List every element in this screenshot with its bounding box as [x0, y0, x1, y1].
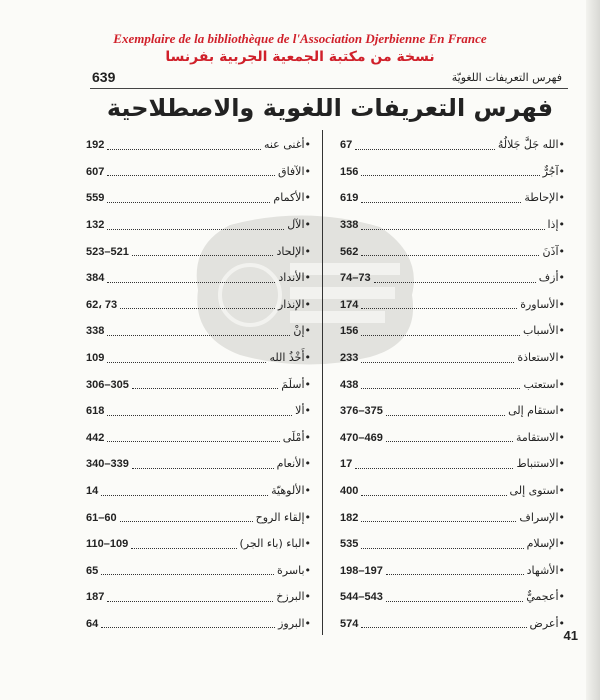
entry-pages: 523–521: [86, 245, 129, 258]
entry-term: •استوى إلى: [509, 484, 565, 498]
index-entry: [340, 478, 565, 505]
leader-dots: [107, 407, 292, 416]
entry-pages: 470–469: [340, 431, 383, 444]
entry-term: •أسلَمَ: [281, 377, 311, 391]
index-entry: [340, 371, 565, 398]
entry-term: •الاستنباط: [516, 457, 565, 471]
entry-term: •إلقاء الروح: [255, 510, 311, 524]
leader-dots: [361, 300, 517, 309]
leader-dots: [361, 327, 520, 336]
entry-pages: 607: [86, 165, 105, 178]
index-entry: [86, 451, 311, 478]
entry-term: •الآل: [287, 218, 311, 232]
leader-dots: [107, 167, 275, 176]
entry-pages: 559: [86, 192, 105, 205]
index-entry: [86, 265, 311, 292]
header-rule: [90, 88, 568, 89]
entry-term: •استعتب: [523, 377, 565, 391]
running-title: فهرس التعريفات اللغويّة: [451, 71, 562, 84]
leader-dots: [361, 513, 516, 522]
leader-dots: [361, 619, 526, 628]
index-entry: [86, 292, 311, 319]
leader-dots: [101, 487, 268, 496]
leader-dots: [107, 327, 290, 336]
entry-pages: 110–109: [86, 538, 129, 551]
leader-dots: [361, 354, 514, 363]
entry-pages: 109: [86, 352, 105, 365]
entry-pages: 14: [86, 485, 99, 498]
index-entry: [86, 238, 311, 265]
index-entry: [340, 398, 565, 425]
index-entry: [86, 425, 311, 452]
leader-dots: [374, 274, 536, 283]
entry-pages: 306–305: [86, 378, 129, 391]
entry-pages: 544–543: [340, 591, 383, 604]
index-entry: [340, 504, 565, 531]
entry-pages: 182: [340, 511, 359, 524]
entry-term: •الأشهاد: [526, 563, 565, 577]
entry-term: •أعرض: [529, 616, 565, 630]
leader-dots: [355, 460, 513, 469]
entry-term: •الإحاطة: [524, 191, 565, 205]
entry-pages: 17: [340, 458, 353, 471]
entry-pages: 618: [86, 405, 105, 418]
entry-pages: 384: [86, 272, 105, 285]
entry-term: •الإسلام: [526, 537, 565, 551]
index-entry: [340, 238, 565, 265]
entry-pages: 562: [340, 245, 359, 258]
leader-dots: [107, 274, 275, 283]
leader-dots: [361, 194, 521, 203]
index-entry: [86, 318, 311, 345]
entry-pages: 67: [340, 139, 353, 152]
entry-term: •آجُرٌّ: [542, 164, 565, 178]
leader-dots: [361, 380, 520, 389]
page-number: 639: [92, 69, 116, 85]
column-divider: [322, 130, 323, 635]
entry-pages: 198–197: [340, 564, 383, 577]
index-column-left: [86, 132, 311, 637]
index-entry: [86, 185, 311, 212]
leader-dots: [132, 380, 278, 389]
leader-dots: [361, 247, 539, 256]
leader-dots: [355, 141, 495, 150]
entry-term: •البروز: [278, 616, 311, 630]
entry-pages: 61–60: [86, 511, 117, 524]
entry-pages: 132: [86, 219, 105, 232]
entry-term: •البرزخ: [276, 590, 311, 604]
margin-number: 41: [563, 628, 578, 643]
entry-term: •الألوهيّة: [271, 484, 311, 498]
index-entry: [86, 132, 311, 159]
entry-pages: 156: [340, 165, 359, 178]
leader-dots: [361, 221, 544, 230]
index-entry: [340, 584, 565, 611]
entry-term: •باسرة: [277, 563, 311, 577]
index-entry: [86, 212, 311, 239]
entry-term: •الباء (باء الجر): [239, 537, 311, 551]
leader-dots: [107, 141, 261, 150]
entry-pages: 400: [340, 485, 359, 498]
index-entry: [340, 132, 565, 159]
entry-pages: 340–339: [86, 458, 129, 471]
entry-term: •الأساورة: [520, 297, 565, 311]
index-entry: [340, 531, 565, 558]
entry-term: •الاستقامة: [515, 430, 565, 444]
leader-dots: [386, 433, 513, 442]
entry-pages: 62، 73: [86, 298, 118, 311]
entry-pages: 74–73: [340, 272, 371, 285]
entry-pages: 338: [340, 219, 359, 232]
index-entry: [340, 611, 565, 638]
index-entry: [340, 265, 565, 292]
leader-dots: [386, 407, 505, 416]
entry-pages: 574: [340, 617, 359, 630]
entry-term: •الله جَلَّ جَلالُهُ: [497, 138, 565, 152]
entry-term: •الأكمام: [273, 191, 311, 205]
library-stamp-arabic: نسخة من مكتبة الجمعية الجربية بفرنسا: [165, 49, 435, 65]
leader-dots: [107, 433, 279, 442]
entry-pages: 438: [340, 378, 359, 391]
entry-term: •الإسراف: [519, 510, 565, 524]
entry-term: •الاستعاذة: [517, 351, 565, 365]
index-entry: [340, 212, 565, 239]
leader-dots: [361, 167, 539, 176]
entry-pages: 619: [340, 192, 359, 205]
leader-dots: [132, 460, 274, 469]
entry-pages: 174: [340, 298, 359, 311]
entry-term: •الآفاق: [278, 164, 311, 178]
entry-term: •الإنذار: [277, 297, 311, 311]
entry-pages: 442: [86, 431, 105, 444]
entry-term: •أغنى عنه: [263, 138, 311, 152]
leader-dots: [132, 247, 274, 256]
entry-term: •الإلحاد: [276, 244, 311, 258]
leader-dots: [107, 354, 266, 363]
index-entry: [86, 159, 311, 186]
index-entry: [86, 398, 311, 425]
leader-dots: [107, 221, 284, 230]
entry-pages: 64: [86, 617, 99, 630]
leader-dots: [120, 300, 275, 309]
index-entry: [86, 611, 311, 638]
entry-pages: 233: [340, 352, 359, 365]
index-entry: [340, 185, 565, 212]
entry-term: •ألا: [295, 404, 311, 418]
index-entry: [340, 558, 565, 585]
entry-term: •إذا: [547, 218, 565, 232]
page-edge: [586, 0, 600, 700]
library-stamp-french: Exemplaire de la bibliothèque de l'Association Djerbienne En France: [113, 31, 487, 46]
leader-dots: [361, 540, 523, 549]
entry-term: •أزف: [538, 271, 565, 285]
entry-pages: 192: [86, 139, 105, 152]
index-entry: [86, 371, 311, 398]
entry-pages: 187: [86, 591, 105, 604]
index-entry: [340, 425, 565, 452]
index-entry: [340, 345, 565, 372]
leader-dots: [101, 619, 275, 628]
index-entry: [86, 584, 311, 611]
entry-pages: 535: [340, 538, 359, 551]
entry-term: •آذَنَ: [542, 244, 565, 258]
leader-dots: [361, 487, 506, 496]
entry-term: •أمْلَى: [282, 430, 311, 444]
index-entry: [340, 318, 565, 345]
entry-pages: 65: [86, 564, 99, 577]
entry-term: •استقام إلى: [508, 404, 565, 418]
entry-term: •الأسباب: [522, 324, 565, 338]
leader-dots: [120, 513, 253, 522]
entry-term: •إنْ: [293, 324, 311, 338]
index-entry: [86, 558, 311, 585]
entry-pages: 338: [86, 325, 105, 338]
entry-term: •الأنعام: [276, 457, 311, 471]
leader-dots: [386, 593, 523, 602]
leader-dots: [107, 194, 270, 203]
leader-dots: [107, 593, 273, 602]
index-column-right: [340, 132, 565, 637]
index-entry: [86, 478, 311, 505]
index-title: فهرس التعريفات اللغوية والاصطلاحية: [106, 94, 554, 122]
entry-term: •الأنداد: [278, 271, 311, 285]
leader-dots: [386, 566, 524, 575]
index-entry: [340, 451, 565, 478]
entry-pages: 376–375: [340, 405, 383, 418]
leader-dots: [131, 540, 236, 549]
index-entry: [340, 292, 565, 319]
index-entry: [86, 345, 311, 372]
entry-pages: 156: [340, 325, 359, 338]
entry-term: •أعجميٌّ: [526, 590, 565, 604]
index-entry: [340, 159, 565, 186]
entry-term: •أَخْذُ الله: [269, 351, 311, 365]
index-entry: [86, 504, 311, 531]
index-entry: [86, 531, 311, 558]
leader-dots: [101, 566, 274, 575]
